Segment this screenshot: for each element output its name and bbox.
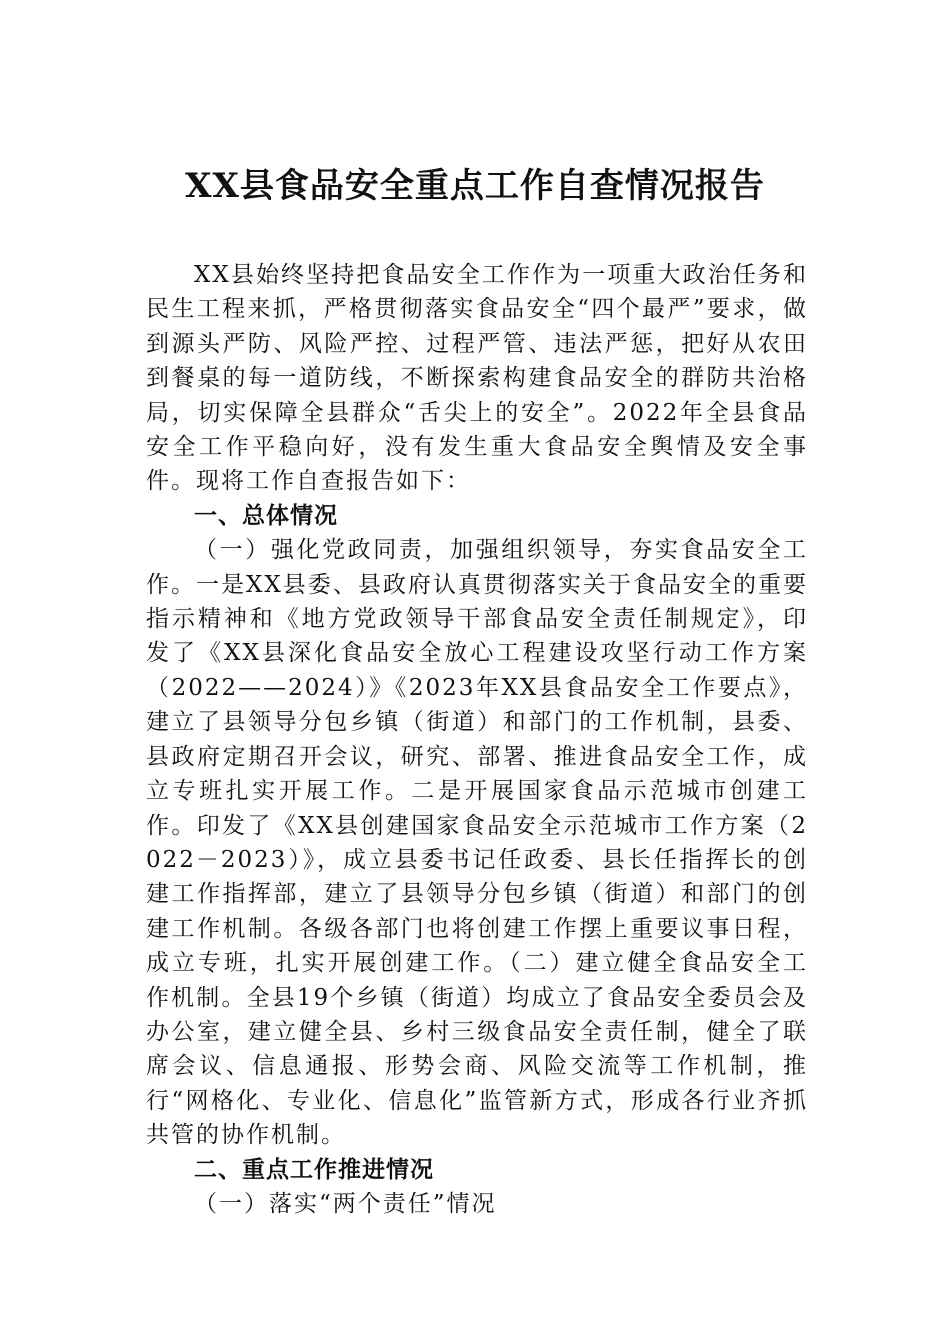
- section-heading-overall: 一、总体情况: [194, 502, 338, 529]
- document-title: XX县食品安全重点工作自查情况报告: [185, 166, 765, 206]
- overall-paragraph: （一）强化党政同责，加强组织领导，夯实食品安全工作。一是XX县委、县政府认真贯彻落实关于食品安全的重要指示精神和《地方党政领导干部食品安全责任制规定》，印发了《XX县深化食品安全放心工程建设攻坚行动工作方案（2022——2024）》《2023年XX县食品安全工作要点》，建立了县领导分包乡镇（街道）和部门的工作机制，县委、县政府定期召开会议，研究、部署、推进食品安全工作，成立专班扎实开展工作。二是开展国家食品示范城市创建工作。印发了《XX县创建国家食品安全示范城市工作方案（2022－2023）》，成立县委书记任政委、县长任指挥长的创建工作指挥部，建立了县领导分包乡镇（街道）和部门的创建工作机制。各级各部门也将创建工作摆上重要议事日程，成立专班，扎实开展创建工作。（二）建立健全食品安全工作机制。全县19个乡镇（街道）均成立了食品安全委员会及办公室，建立健全县、乡村三级食品安全责任制，健全了联席会议、信息通报、形势会商、风险交流等工作机制，推行“网格化、专业化、信息化”监管新方式，形成各行业齐抓共管的协作机制。: [146, 537, 808, 1149]
- intro-paragraph: XX县始终坚持把食品安全工作作为一项重大政治任务和民生工程来抓，严格贯彻落实食品安全“四个最严”要求，做到源头严防、风险严控、过程严管、违法严惩，把好从农田到餐桌的每一道防线，不断探索构建食品安全的群防共治格局，切实保障全县群众“舌尖上的安全”。2022年全县食品安全工作平稳向好，没有发生重大食品安全舆情及安全事件。现将工作自查报告如下：: [146, 262, 808, 495]
- subsection-heading-responsibilities: （一）落实“两个责任”情况: [194, 1190, 497, 1217]
- document-body: [146, 258, 808, 1221]
- section-heading-key-work: 二、重点工作推进情况: [194, 1156, 434, 1183]
